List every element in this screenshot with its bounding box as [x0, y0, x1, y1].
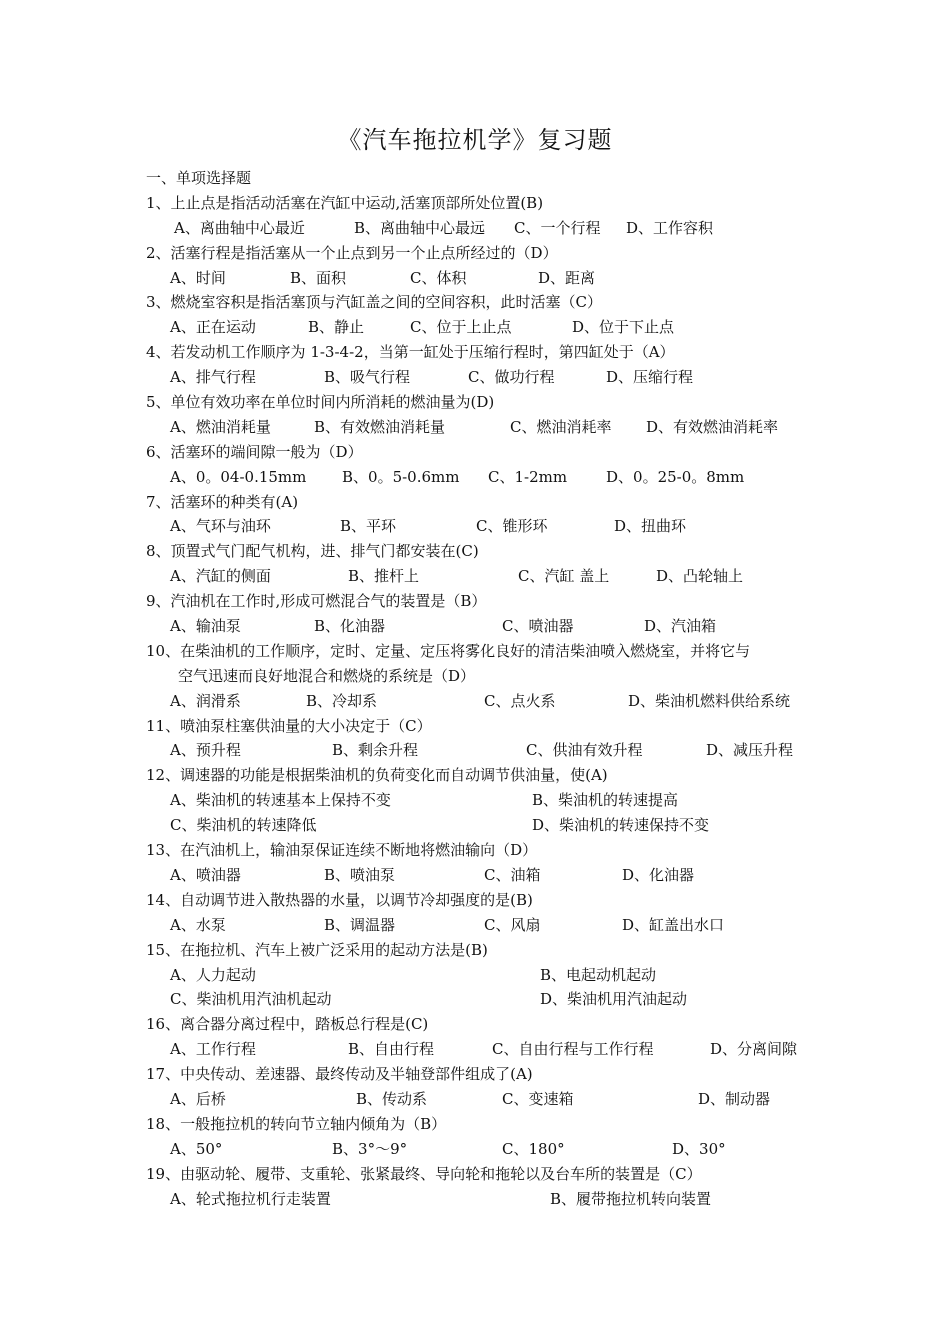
option-a: A、0。04-0.15mm: [170, 467, 307, 486]
option-b: B、调温器: [324, 915, 396, 934]
question-12-options-row-1: [146, 788, 846, 813]
option-a: A、喷油器: [170, 865, 241, 884]
option-c: C、变速箱: [502, 1089, 574, 1108]
option-a: A、燃油消耗量: [170, 417, 271, 436]
question-14: 14、自动调节进入散热器的水量，以调节冷却强度的是(B): [146, 890, 533, 909]
option-c: C、做功行程: [468, 368, 555, 387]
question-6-options: [146, 465, 846, 490]
option-b: B、面积: [290, 268, 347, 287]
option-c: C、锥形环: [476, 517, 548, 536]
option-b: B、喷油泵: [324, 865, 396, 884]
option-c: C、1-2mm: [488, 467, 568, 486]
option-c: C、燃油消耗率: [510, 417, 612, 436]
option-d: D、减压升程: [706, 741, 794, 760]
option-d: D、30°: [672, 1139, 726, 1158]
option-a: A、工作行程: [170, 1040, 256, 1059]
question-9: 9、汽油机在工作时,形成可燃混合气的装置是（B）: [146, 592, 487, 611]
question-16: 16、离合器分离过程中，踏板总行程是(C): [146, 1015, 429, 1034]
question-7-options: [146, 514, 846, 539]
option-a: A、预升程: [170, 741, 241, 760]
document-title: 《汽车拖拉机学》复习题: [337, 126, 613, 154]
question-15: 15、在拖拉机、汽车上被广泛采用的起动方法是(B): [146, 940, 488, 959]
question-18-options: [146, 1137, 846, 1162]
option-a: A、汽缸的侧面: [170, 567, 271, 586]
option-b: B、自由行程: [348, 1040, 435, 1059]
option-c: C、风扇: [484, 915, 541, 934]
option-d: D、化油器: [622, 865, 695, 884]
option-c: C、一个行程: [514, 218, 601, 237]
section-heading: 一、单项选择题: [146, 169, 252, 187]
question-6: 6、活塞环的端间隙一般为（D）: [146, 442, 363, 461]
question-2-options: [146, 266, 846, 291]
question-3-options: [146, 315, 846, 340]
question-13-options: [146, 863, 846, 888]
question-10-options: [146, 689, 846, 714]
option-d: D、压缩行程: [606, 368, 694, 387]
option-c: C、位于上止点: [410, 318, 512, 337]
question-17: 17、中央传动、差速器、最终传动及半轴登部件组成了(A): [146, 1065, 533, 1084]
option-d: D、缸盖出水口: [622, 915, 725, 934]
option-b: B、平环: [340, 517, 397, 536]
option-a: A、后桥: [170, 1089, 226, 1108]
option-a: A、润滑系: [170, 691, 241, 710]
question-12-options-row-2: [146, 813, 846, 838]
question-1: 1、上止点是指活动活塞在汽缸中运动,活塞顶部所处位置(B): [146, 193, 544, 212]
question-4: 4、若发动机工作顺序为 1-3-4-2，当第一缸处于压缩行程时，第四缸处于（A）: [146, 343, 675, 362]
option-d: D、有效燃油消耗率: [646, 417, 779, 436]
option-d: D、距离: [538, 268, 596, 287]
option-a: A、50°: [170, 1139, 223, 1158]
option-a: A、水泵: [170, 915, 226, 934]
option-c: C、柴油机的转速降低: [170, 816, 317, 835]
question-15-options-row-2: [146, 987, 846, 1012]
option-b: B、电起动机起动: [540, 965, 657, 984]
option-d: D、扭曲环: [614, 517, 687, 536]
question-18: 18、一般拖拉机的转向节立轴内倾角为（B）: [146, 1114, 447, 1133]
option-b: B、静止: [308, 318, 365, 337]
question-19-options: [146, 1187, 846, 1212]
option-b: B、化油器: [314, 617, 386, 636]
question-8: 8、顶置式气门配气机构，进、排气门都安装在(C): [146, 542, 479, 561]
option-b: B、柴油机的转速提高: [532, 791, 679, 810]
question-10-continued: 空气迅速而良好地混合和燃烧的系统是（D）: [178, 666, 476, 685]
option-a: A、时间: [170, 268, 226, 287]
question-11-options: [146, 738, 846, 763]
option-a: A、输油泵: [170, 617, 241, 636]
option-a: A、排气行程: [170, 368, 256, 387]
option-c: C、油箱: [484, 865, 541, 884]
option-b: B、冷却系: [306, 691, 378, 710]
question-4-options: [146, 365, 846, 390]
question-5-options: [146, 415, 846, 440]
option-a: A、轮式拖拉机行走装置: [170, 1189, 331, 1208]
option-c: C、汽缸 盖上: [518, 567, 610, 586]
option-d: D、汽油箱: [644, 617, 717, 636]
question-15-options-row-1: [146, 963, 846, 988]
option-c: C、180°: [502, 1139, 565, 1158]
question-16-options: [146, 1037, 846, 1062]
option-a: A、离曲轴中心最近: [174, 218, 305, 237]
option-b: B、剩余升程: [332, 741, 419, 760]
question-14-options: [146, 913, 846, 938]
question-8-options: [146, 564, 846, 589]
question-13: 13、在汽油机上，输油泵保证连续不断地将燃油输向（D）: [146, 841, 538, 860]
option-d: D、0。25-0。8mm: [606, 467, 745, 486]
question-17-options: [146, 1087, 846, 1112]
question-3: 3、燃烧室容积是指活塞顶与汽缸盖之间的空间容积，此时活塞（C）: [146, 293, 603, 312]
option-a: A、人力起动: [170, 965, 256, 984]
question-7: 7、活塞环的种类有(A): [146, 492, 299, 511]
option-b: B、有效燃油消耗量: [314, 417, 446, 436]
option-d: D、分离间隙: [710, 1040, 798, 1059]
option-d: D、制动器: [698, 1089, 771, 1108]
question-10: 10、在柴油机的工作顺序，定时、定量、定压将雾化良好的清洁柴油喷入燃烧室，并将它与: [146, 641, 751, 660]
question-1-options: [146, 216, 846, 241]
option-b: B、吸气行程: [324, 368, 411, 387]
question-9-options: [146, 614, 846, 639]
option-c: C、供油有效升程: [526, 741, 643, 760]
option-a: A、柴油机的转速基本上保持不变: [170, 791, 391, 810]
option-b: B、推杆上: [348, 567, 420, 586]
option-c: C、柴油机用汽油机起动: [170, 990, 332, 1009]
option-d: D、工作容积: [626, 218, 714, 237]
option-d: D、凸轮轴上: [656, 567, 744, 586]
option-c: C、喷油器: [502, 617, 574, 636]
option-a: A、气环与油环: [170, 517, 271, 536]
option-c: C、点火系: [484, 691, 556, 710]
question-5: 5、单位有效功率在单位时间内所消耗的燃油量为(D): [146, 393, 495, 412]
question-11: 11、喷油泵柱塞供油量的大小决定于（C）: [146, 716, 432, 735]
question-12: 12、调速器的功能是根据柴油机的负荷变化而自动调节供油量，使(A): [146, 766, 608, 785]
option-c: C、体积: [410, 268, 467, 287]
question-list: [146, 166, 846, 1211]
option-b: B、3°～9°: [332, 1139, 408, 1158]
option-d: D、柴油机的转速保持不变: [532, 816, 710, 835]
option-d: D、柴油机用汽油起动: [540, 990, 688, 1009]
option-b: B、0。5-0.6mm: [342, 467, 460, 486]
question-2: 2、活塞行程是指活塞从一个止点到另一个止点所经过的（D）: [146, 243, 558, 262]
option-d: D、位于下止点: [572, 318, 675, 337]
option-a: A、正在运动: [170, 318, 256, 337]
option-b: B、履带拖拉机转向装置: [550, 1189, 712, 1208]
option-b: B、传动系: [356, 1089, 428, 1108]
question-19: 19、由驱动轮、履带、支重轮、张紧最终、导向轮和拖轮以及台车所的装置是（C）: [146, 1164, 702, 1183]
option-b: B、离曲轴中心最远: [354, 218, 486, 237]
option-d: D、柴油机燃料供给系统: [628, 691, 791, 710]
option-c: C、自由行程与工作行程: [492, 1040, 654, 1059]
